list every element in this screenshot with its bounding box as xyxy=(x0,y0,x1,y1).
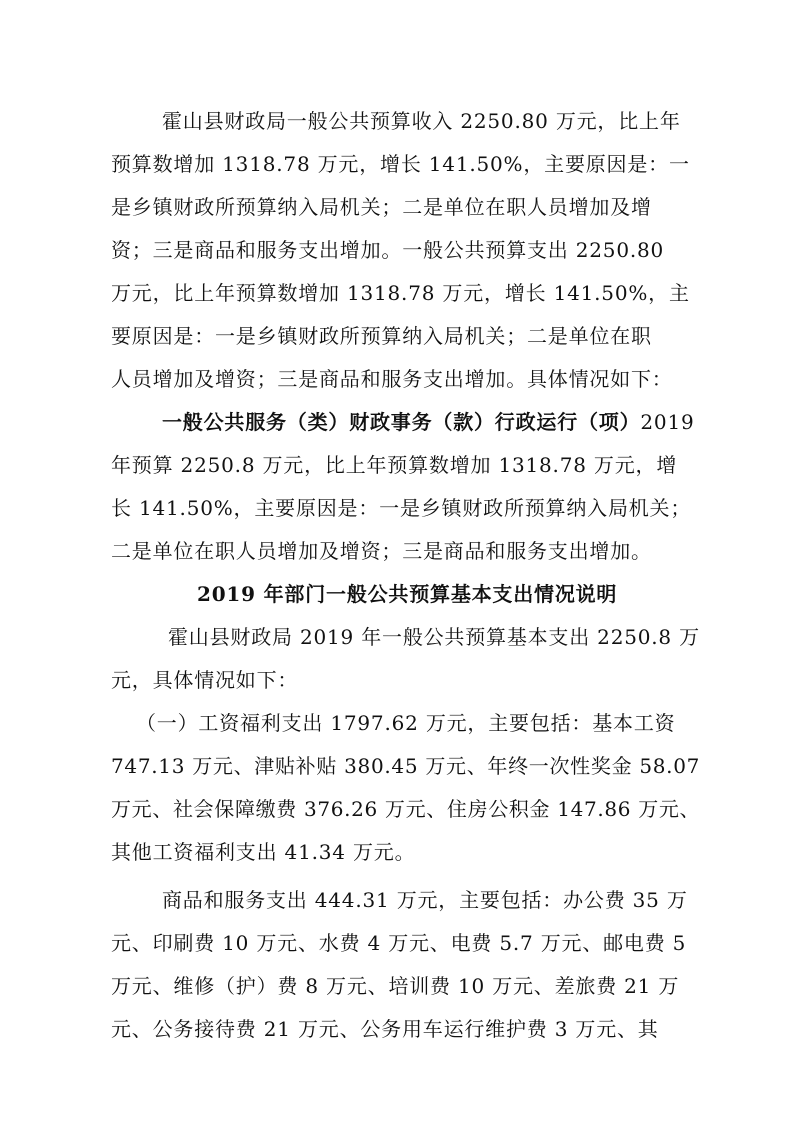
paragraph-4-line-3: 万元、社会保障缴费 376.26 万元、住房公积金 147.86 万元、 xyxy=(111,797,701,821)
paragraph-5-line-1: 商品和服务支出 444.31 万元，主要包括：办公费 35 万 xyxy=(162,888,688,912)
paragraph-5-line-3: 万元、维修（护）费 8 万元、培训费 10 万元、差旅费 21 万 xyxy=(111,974,680,998)
paragraph-1-line-4: 资；三是商品和服务支出增加。一般公共预算支出 2250.80 xyxy=(111,238,665,262)
section-heading: 2019 年部门一般公共预算基本支出情况说明 xyxy=(197,582,618,606)
paragraph-2-line-4: 二是单位在职人员增加及增资；三是商品和服务支出增加。 xyxy=(111,539,652,563)
paragraph-3-line-1: 霍山县财政局 2019 年一般公共预算基本支出 2250.8 万 xyxy=(168,625,700,649)
budget-year: 2019 xyxy=(640,410,695,434)
paragraph-1-line-7: 人员增加及增资；三是商品和服务支出增加。具体情况如下： xyxy=(111,367,673,391)
paragraph-2-line-1 xyxy=(162,412,695,432)
paragraph-5-line-2: 元、印刷费 10 万元、水费 4 万元、电费 5.7 万元、邮电费 5 xyxy=(111,931,687,955)
paragraph-4-line-1: （一）工资福利支出 1797.62 万元，主要包括：基本工资 xyxy=(136,711,676,735)
paragraph-2-line-3: 长 141.50%，主要原因是：一是乡镇财政所预算纳入局机关； xyxy=(111,496,692,520)
paragraph-4-line-2: 747.13 万元、津贴补贴 380.45 万元、年终一次性奖金 58.07 xyxy=(111,754,701,778)
paragraph-1-line-6: 要原因是：一是乡镇财政所预算纳入局机关；二是单位在职 xyxy=(111,324,652,348)
paragraph-2-line-2: 年预算 2250.8 万元，比上年预算数增加 1318.78 万元，增 xyxy=(111,453,678,477)
budget-category-bold: 一般公共服务（类）财政事务（款）行政运行（项） xyxy=(162,410,641,434)
paragraph-1-line-5: 万元，比上年预算数增加 1318.78 万元，增长 141.50%，主 xyxy=(111,281,690,305)
paragraph-4-line-4: 其他工资福利支出 41.34 万元。 xyxy=(111,840,416,864)
paragraph-1-line-3: 是乡镇财政所预算纳入局机关；二是单位在职人员增加及增 xyxy=(111,195,652,219)
paragraph-1-line-1: 霍山县财政局一般公共预算收入 2250.80 万元，比上年 xyxy=(162,109,681,133)
paragraph-5-line-4: 元、公务接待费 21 万元、公务用车运行维护费 3 万元、其 xyxy=(111,1017,659,1041)
paragraph-3-line-2: 元，具体情况如下： xyxy=(111,668,299,692)
paragraph-1-line-2: 预算数增加 1318.78 万元，增长 141.50%，主要原因是：一 xyxy=(111,152,690,176)
